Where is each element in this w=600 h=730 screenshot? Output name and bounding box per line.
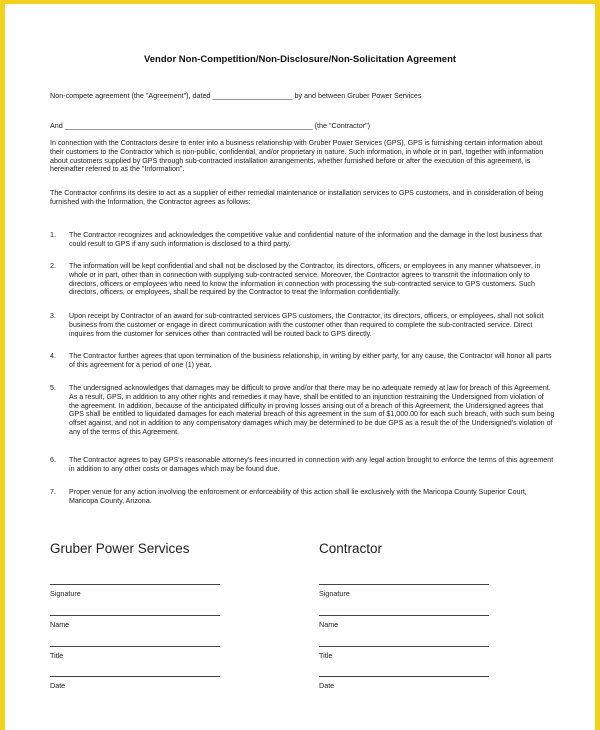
clause-number: 7. — [50, 488, 56, 496]
paragraph-connection: In connection with the Contractors desire to enter into a business relationship with Gruber Power Services (GPS), GPS is furnishing certain information about their customers to the Contractor which is non-public, confidential, and/or proprietary in nature. Such information, in whole or in part, together with information about customers supplied by GPS through sub-contracted installation arrangements, whether furnished before or after the execution of this agreement, is hereinafter referred to as the "Information". — [50, 139, 544, 174]
contractor-title-label: Title — [319, 651, 333, 660]
gps-signature-heading: Gruber Power Services — [50, 541, 190, 556]
contractor-date-line[interactable] — [319, 676, 489, 677]
contractor-signature-heading: Contractor — [319, 541, 383, 556]
clause-7 — [50, 488, 555, 506]
gps-signature-label: Signature — [50, 589, 81, 598]
clause-number: 2. — [50, 262, 56, 270]
clause-text: The undersigned acknowledges that damages may be difficult to prove and/or that there may be no adequate remedy at law for breach of this Agreement. As a result, GPS, in addition to any other rights and remedies it may have, shall be entitled to an injunction restraining the Undersigned from violation of the agreement. In addition, because of the anticipated difficulty in proving losses arising out of a breach of this Agreement, the Undersigned agrees that GPS shall be entitled to liquidated damages for each material breach of this agreement in the sum of $1,000.00 for each such breach, with such sum being offset against, and not in addition to any compensatory damages which may be determined to be due GPS as a result the of the Undersigned's violation of any of the terms of this Agreement. — [69, 384, 555, 436]
gps-title-label: Title — [50, 651, 64, 660]
clause-number: 5. — [50, 384, 56, 392]
contractor-name-label: Name — [319, 620, 339, 629]
and-line: And ______________________________________________________________ (the "Contractor") — [50, 121, 371, 130]
clause-1 — [50, 231, 555, 249]
gps-date-label: Date — [50, 681, 66, 690]
clause-5 — [50, 384, 555, 437]
document-page — [5, 4, 595, 730]
document-title: Vendor Non-Competition/Non-Disclosure/Non-Solicitation Agreement — [143, 54, 457, 65]
clause-2 — [50, 262, 555, 297]
gps-name-line[interactable] — [50, 615, 220, 616]
paragraph-confirmation: The Contractor confirms its desire to act as a supplier of either remedial maintenance or installation services to GPS customers, and in consideration of being furnished with the Information, the Contractor agrees as follows: — [50, 189, 544, 206]
gps-signature-line[interactable] — [50, 584, 220, 585]
clause-text: The Contractor recognizes and acknowledges the competitive value and confidential nature of the information and the damage in the lost business that could result to GPS if any such information is disclosed to a third party. — [69, 231, 542, 248]
clause-text: Proper venue for any action involving the enforcement or enforceability of this action shall lie exclusively with the Maricopa County Superior Court, Maricopa County, Arizona. — [69, 488, 527, 505]
clause-6 — [50, 456, 555, 474]
gps-title-line[interactable] — [50, 646, 220, 647]
clause-4 — [50, 352, 555, 370]
clause-number: 6. — [50, 456, 56, 464]
contractor-title-line[interactable] — [319, 646, 489, 647]
clause-text: The information will be kept confidential and shall not be disclosed by the Contractor, its directors, officers, or employees in any manner whatsoever, in whole or in part, other than in connection with supplying sub-contracted service. Moreover, the Contractor agrees to transmit the information only to directors, officers or employees who need to know the information in connection with processing the sub-contracted service to GPS customers. Such directors, officers, or employees, shall be required by the Contractor to treat the Information confidentially. — [69, 262, 541, 297]
contractor-signature-line[interactable] — [319, 584, 489, 585]
clause-text: The Contractor agrees to pay GPS's reasonable attorney's fees incurred in connection with any legal action brought to enforce the terms of this agreement in addition to any other costs or damages which may be found due. — [69, 456, 554, 473]
intro-line: Non-compete agreement (the "Agreement"), dated ____________________ by and between Gruber Power Services — [50, 91, 422, 100]
contractor-name-line[interactable] — [319, 615, 489, 616]
clause-number: 3. — [50, 312, 56, 320]
clause-text: Upon receipt by Contractor of an award for sub-contracted services GPS customers, the Contractor, its directors, officers, or employees, shall not solicit business from the customer or engage in direct communication with the customer other than required to complete the sub-contracted service. Direct inquires from the customer for services other than contracted will be routed back to GPS directly. — [69, 312, 544, 338]
gps-name-label: Name — [50, 620, 70, 629]
contractor-signature-label: Signature — [319, 589, 350, 598]
gps-date-line[interactable] — [50, 676, 220, 677]
clause-number: 4. — [50, 352, 56, 360]
contractor-date-label: Date — [319, 681, 335, 690]
clause-number: 1. — [50, 231, 56, 239]
clause-text: The Contractor further agrees that upon termination of the business relationship, in writing by either party, for any cause, the Contractor will honor all parts of this agreement for a period of one (1) year. — [69, 352, 552, 369]
clause-3 — [50, 312, 555, 338]
